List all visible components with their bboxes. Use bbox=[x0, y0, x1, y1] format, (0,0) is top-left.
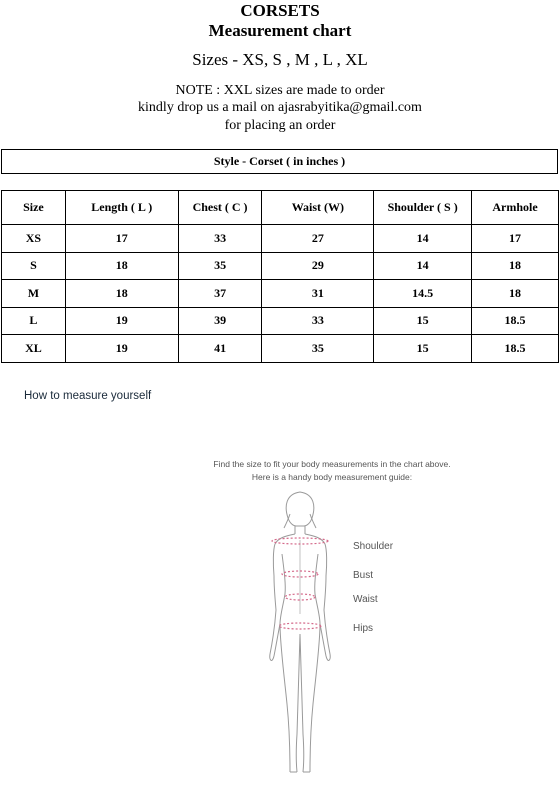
cell-shoulder: 15 bbox=[374, 307, 472, 335]
cell-armhole: 18.5 bbox=[472, 307, 559, 335]
cell-length: 17 bbox=[65, 225, 178, 253]
waist-label: Waist bbox=[353, 594, 378, 605]
cell-chest: 37 bbox=[178, 280, 262, 308]
table-row bbox=[2, 307, 559, 335]
cell-waist: 31 bbox=[262, 280, 374, 308]
body-figure-illustration bbox=[240, 484, 360, 784]
sizes-line: Sizes - XS, S , M , L , XL bbox=[192, 50, 368, 69]
cell-size: XL bbox=[2, 335, 66, 363]
cell-size: S bbox=[2, 252, 66, 280]
measure-heading: How to measure yourself bbox=[24, 390, 152, 402]
header-size: Size bbox=[2, 191, 66, 225]
cell-size: XS bbox=[2, 225, 66, 253]
note-line-2: kindly drop us a mail on ajasrabyitika@gmail.com bbox=[138, 100, 422, 115]
header-length: Length ( L ) bbox=[65, 191, 178, 225]
hips-measure-line bbox=[279, 623, 321, 629]
cell-length: 19 bbox=[65, 335, 178, 363]
cell-waist: 29 bbox=[262, 252, 374, 280]
cell-shoulder: 14 bbox=[374, 252, 472, 280]
guide-text-2: Here is a handy body measurement guide: bbox=[251, 472, 413, 482]
header-waist: Waist (W) bbox=[262, 191, 374, 225]
cell-armhole: 17 bbox=[472, 225, 559, 253]
note-line-3: for placing an order bbox=[224, 118, 336, 133]
cell-waist: 35 bbox=[262, 335, 374, 363]
cell-size: L bbox=[2, 307, 66, 335]
cell-chest: 33 bbox=[178, 225, 262, 253]
cell-armhole: 18.5 bbox=[472, 335, 559, 363]
cell-waist: 27 bbox=[262, 225, 374, 253]
header-shoulder: Shoulder ( S ) bbox=[374, 191, 472, 225]
cell-chest: 39 bbox=[178, 307, 262, 335]
note-line-1: NOTE : XXL sizes are made to order bbox=[175, 83, 385, 98]
cell-shoulder: 14.5 bbox=[374, 280, 472, 308]
guide-text-1: Find the size to fit your body measurements in the chart above. bbox=[213, 459, 451, 469]
table-header-row bbox=[2, 191, 559, 225]
cell-armhole: 18 bbox=[472, 280, 559, 308]
cell-chest: 35 bbox=[178, 252, 262, 280]
table-row bbox=[2, 225, 559, 253]
header-chest: Chest ( C ) bbox=[178, 191, 262, 225]
cell-shoulder: 14 bbox=[374, 225, 472, 253]
header-armhole: Armhole bbox=[472, 191, 559, 225]
hips-label: Hips bbox=[353, 623, 374, 634]
page-title: CORSETS bbox=[240, 1, 320, 20]
cell-shoulder: 15 bbox=[374, 335, 472, 363]
table-row bbox=[2, 252, 559, 280]
cell-chest: 41 bbox=[178, 335, 262, 363]
cell-waist: 33 bbox=[262, 307, 374, 335]
cell-length: 18 bbox=[65, 252, 178, 280]
page-subtitle: Measurement chart bbox=[208, 21, 352, 40]
cell-length: 19 bbox=[65, 307, 178, 335]
table-row bbox=[2, 280, 559, 308]
measurement-table bbox=[1, 190, 559, 363]
body-outline bbox=[270, 492, 330, 772]
shoulder-label: Shoulder bbox=[353, 541, 394, 552]
style-label: Style - Corset ( in inches ) bbox=[1, 149, 558, 174]
cell-armhole: 18 bbox=[472, 252, 559, 280]
cell-size: M bbox=[2, 280, 66, 308]
table-row bbox=[2, 335, 559, 363]
cell-length: 18 bbox=[65, 280, 178, 308]
bust-label: Bust bbox=[353, 570, 374, 581]
